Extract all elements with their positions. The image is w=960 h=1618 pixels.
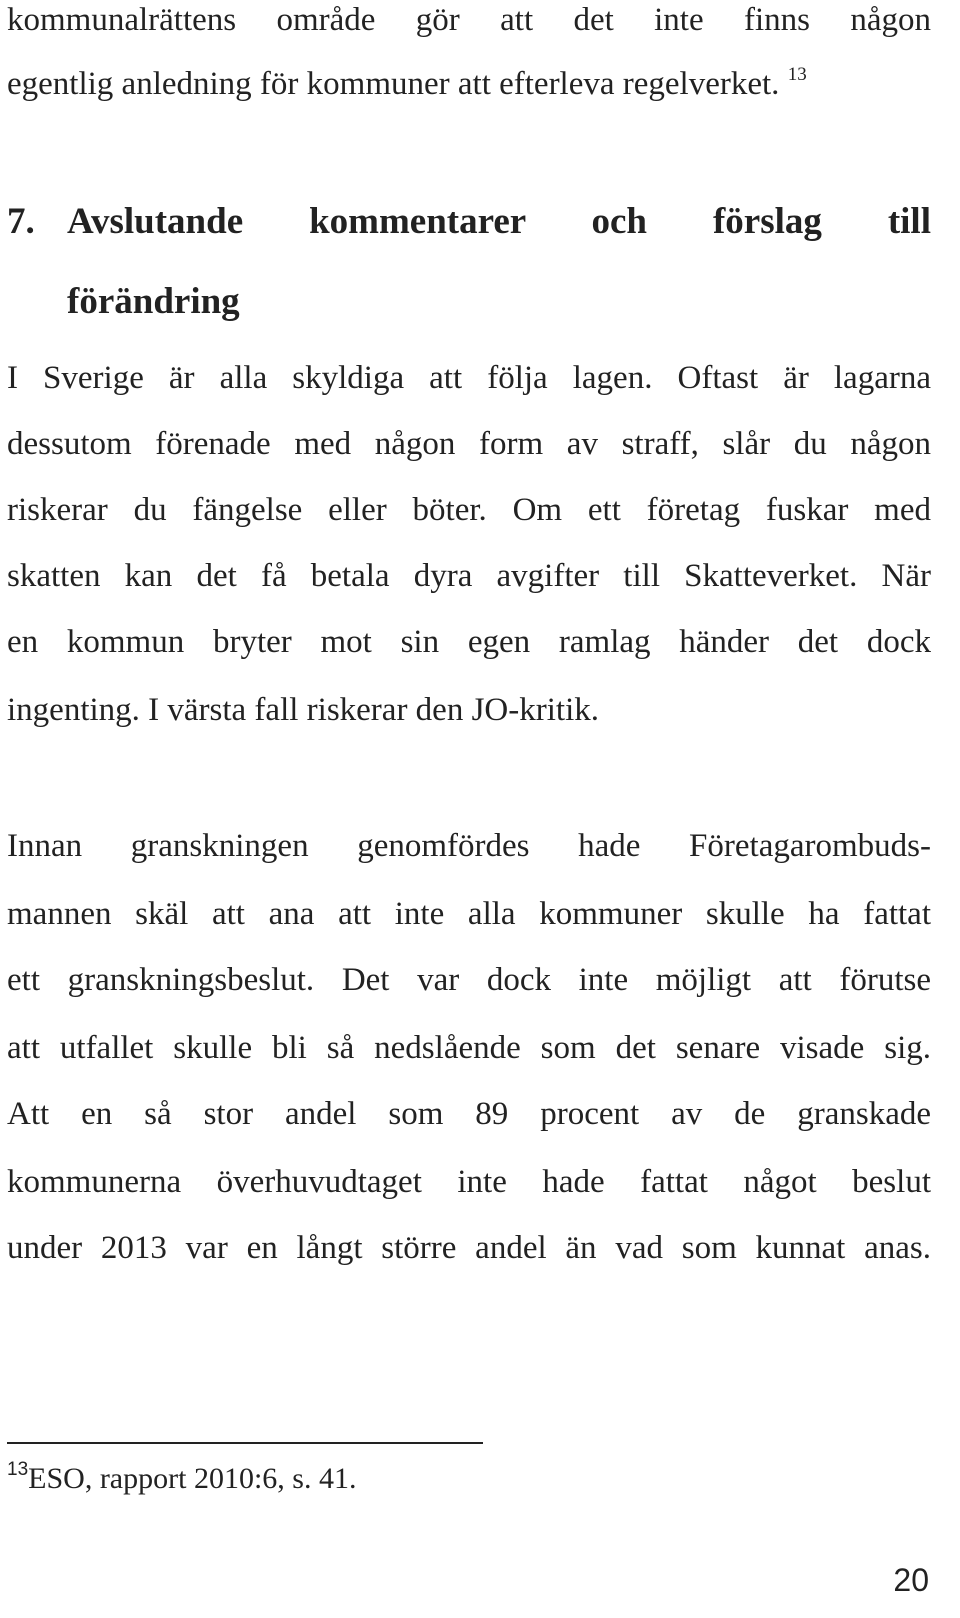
paragraph2-line: Innan granskningen genomfördes hade Företagarombuds- bbox=[7, 828, 931, 864]
paragraph2-line: ett granskningsbeslut. Det var dock inte möjligt att förutse bbox=[7, 962, 931, 998]
paragraph2-line: kommunerna överhuvudtaget inte hade fattat något beslut bbox=[7, 1164, 931, 1200]
section-title-line2: förändring bbox=[67, 281, 240, 322]
paragraph1-line: riskerar du fängelse eller böter. Om ett företag fuskar med bbox=[7, 492, 931, 528]
section-number: 7. bbox=[7, 201, 35, 242]
page-number: 20 bbox=[893, 1562, 929, 1598]
body-text-line-with-footnote bbox=[7, 64, 931, 104]
footnote-text: ESO, rapport 2010:6, s. 41. bbox=[28, 1462, 357, 1495]
body-text-line: egentlig anledning för kommuner att efterleva regelverket. bbox=[7, 66, 780, 102]
paragraph2-line: Att en så stor andel som 89 procent av de granskade bbox=[7, 1096, 931, 1132]
footnote-mark: 13 bbox=[7, 1459, 29, 1480]
footnote-reference: 13 bbox=[787, 64, 807, 85]
paragraph1-line: I Sverige är alla skyldiga att följa lagen. Oftast är lagarna bbox=[7, 360, 931, 396]
body-text-line: kommunalrättens område gör att det inte finns någon bbox=[7, 2, 931, 38]
paragraph1-line: en kommun bryter mot sin egen ramlag händer det dock bbox=[7, 624, 931, 660]
paragraph1-line: skatten kan det få betala dyra avgifter till Skatteverket. När bbox=[7, 558, 931, 594]
section-title-line1: Avslutande kommentarer och förslag till bbox=[67, 201, 931, 242]
paragraph1-line: ingenting. I värsta fall riskerar den JO-kritik. bbox=[7, 692, 599, 728]
paragraph2-line: mannen skäl att ana att inte alla kommuner skulle ha fattat bbox=[7, 896, 931, 932]
section-heading bbox=[7, 200, 931, 244]
paragraph1-line: dessutom förenade med någon form av straff, slår du någon bbox=[7, 426, 931, 462]
paragraph2-line: under 2013 var en långt större andel än vad som kunnat anas. bbox=[7, 1230, 931, 1266]
footnote bbox=[7, 1459, 356, 1499]
footnote-divider bbox=[7, 1442, 483, 1444]
paragraph2-line: att utfallet skulle bli så nedslående som det senare visade sig. bbox=[7, 1030, 931, 1066]
